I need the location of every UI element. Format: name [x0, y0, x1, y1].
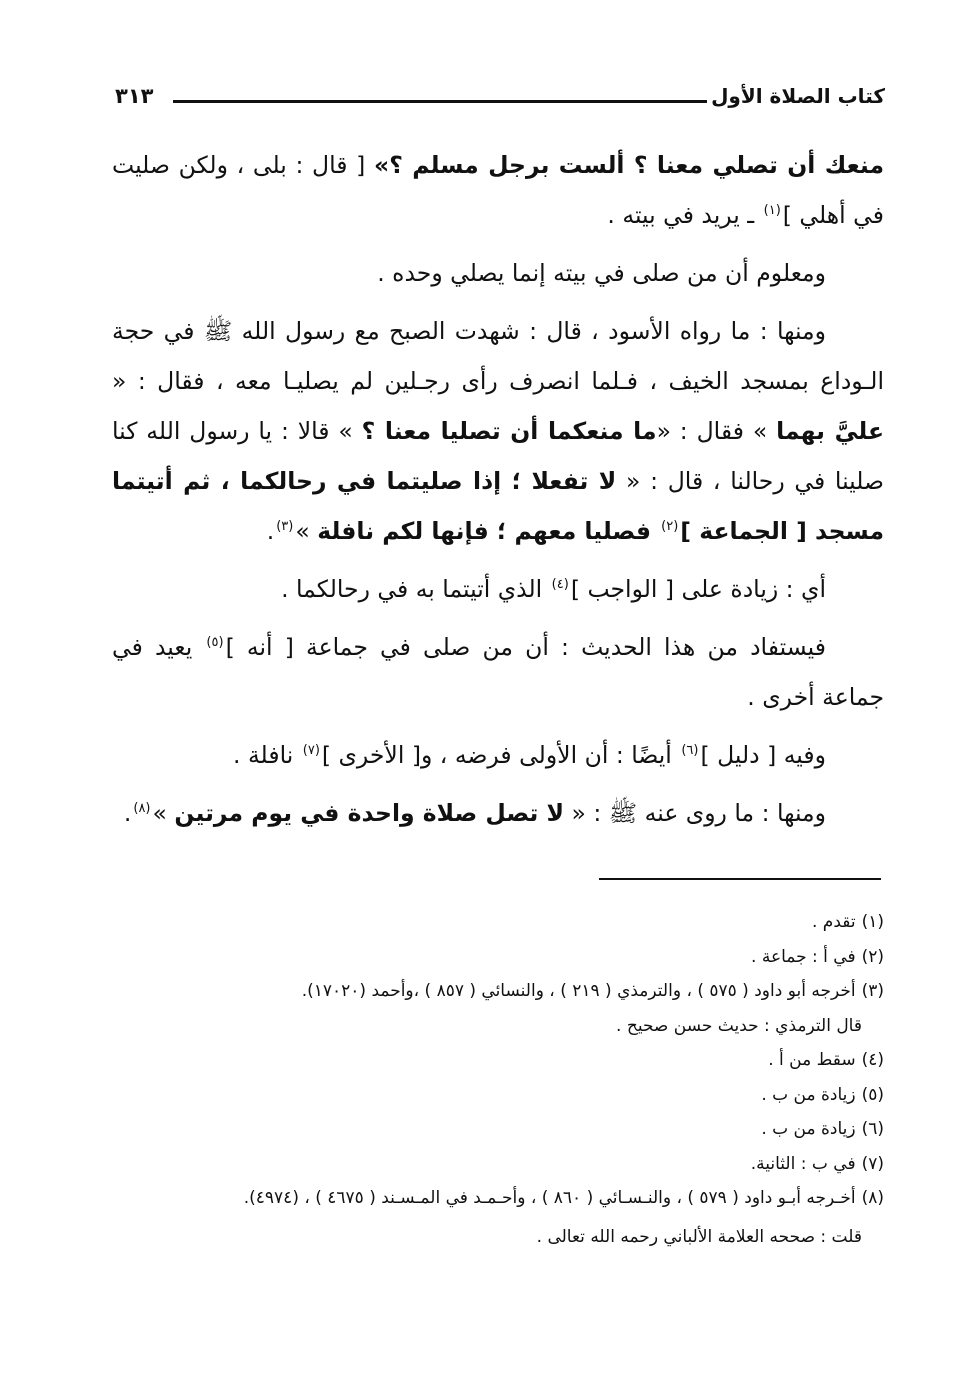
paragraph-text: ومنها : ما رواه الأسود ، قال : شهدت الصبح مع رسول الله ﷺ في حجة الـوداع بمسجد الخيف ، فـلما انصرف رأى رجـلين لم يصليـا معه ، فقال : «	[112, 317, 884, 395]
paragraph-text: » فقال : «	[656, 417, 777, 445]
footnote-8	[112, 1181, 884, 1216]
header-rule	[173, 100, 707, 103]
footnote-text: سقط من أ .	[768, 1050, 856, 1070]
hadith-quote: عليَّ بهما	[776, 417, 884, 445]
paragraph-6	[112, 730, 884, 780]
footnote-number: (٤)	[861, 1050, 884, 1070]
footnote-number: (١)	[861, 912, 884, 932]
footnote-7	[112, 1147, 884, 1182]
footnote-ref[interactable]: (١)	[763, 203, 781, 219]
footnote-text: أخرجه أبو داود ( ٥٧٥ ) ، والترمذي ( ٢١٩ ) ، والنسائي ( ٨٥٧ ) ،وأحمد (١٧٠٢٠).	[301, 981, 856, 1001]
paragraph-text: ومنها : ما روى عنه ﷺ : «	[564, 799, 826, 827]
footnote-text: زيادة من ب .	[761, 1084, 856, 1105]
paragraph-3	[112, 306, 884, 556]
footnote-ref[interactable]: (٨)	[133, 801, 151, 817]
footnote-text: أخـرجه أبـو داود ( ٥٧٩ ) ، والنـسـائي ( ٨٦٠ ) ، وأحـمـد في المـسـند ( ٤٦٧٥ ) ، (٤٩٧٤).	[243, 1188, 856, 1208]
footnote-8-comment: قلت : صححه العلامة الألباني رحمه الله تعالى .	[536, 1226, 862, 1247]
footnote-text: في أ : جماعة .	[751, 946, 856, 967]
footnote-separator	[599, 878, 881, 880]
running-title: كتاب الصلاة الأول	[711, 84, 885, 108]
footnote-number: (٣)	[861, 981, 884, 1001]
paragraph-text: ـ يريد في بيته .	[607, 201, 762, 229]
footnote-number: (٦)	[861, 1119, 884, 1139]
footnote-number: (٢)	[861, 946, 884, 967]
footnote-4	[112, 1043, 884, 1078]
paragraph-text: وفيه [ دليل ]	[700, 741, 826, 769]
paragraph-text: .	[266, 517, 275, 545]
paragraph-text: يعيد في جماعة أخرى .	[112, 633, 884, 711]
footnote-5	[112, 1078, 884, 1113]
footnote-2	[112, 940, 884, 975]
paragraph-4	[112, 564, 884, 614]
footnote-text: زيادة من ب .	[761, 1119, 856, 1139]
paragraph-text: أيضًا : أن الأولى فرضه ، و[ الأخرى ]	[321, 741, 680, 769]
paragraph-text: .	[123, 799, 132, 827]
paragraph-text: الذي أتيتما به في رحالكما .	[281, 575, 550, 603]
paragraph-5	[112, 622, 884, 722]
footnote-3	[112, 974, 884, 1009]
hadith-quote: لا تفعلا ؛ إذا صليتما في رحالكما ، ثم أتيتما مسجد [ الجماعة ]	[112, 467, 884, 545]
paragraph-text: نافلة .	[233, 741, 301, 769]
footnote-ref[interactable]: (٥)	[206, 635, 224, 651]
footnote-ref[interactable]: (٤)	[551, 577, 569, 593]
footnote-1	[112, 905, 884, 940]
paragraph-text: [ قال : بلى ، ولكن صليت في أهلي ]	[112, 151, 884, 229]
footnote-ref[interactable]: (٦)	[681, 743, 699, 759]
paragraph-text: » قالا : يا رسول الله كنا صلينا في رحالنا ، قال : «	[112, 417, 885, 495]
footnotes	[112, 905, 884, 1254]
hadith-quote: منعك أن تصلي معنا ؟ ألست برجل مسلم ؟»	[374, 151, 884, 179]
footnote-text: تقدم .	[811, 912, 856, 932]
footnote-number: (٥)	[861, 1084, 884, 1105]
paragraph-text: أي : زيادة على [ الواجب ]	[570, 575, 826, 603]
footnote-number: (٧)	[861, 1153, 884, 1174]
paragraph-text: فيستفاد من هذا الحديث : أن من صلى في جماعة [ أنه ]	[225, 633, 826, 661]
footnote-3-comment: قال الترمذي : حديث حسن صحيح .	[616, 1015, 862, 1036]
footnote-text: في ب : الثانية.	[750, 1153, 856, 1174]
paragraph-text: »	[295, 517, 318, 545]
page-header	[115, 78, 885, 118]
hadith-quote: لا تصل صلاة واحدة في يوم مرتين	[174, 799, 565, 827]
main-text	[112, 140, 884, 846]
paragraph-1	[112, 140, 884, 240]
footnote-ref[interactable]: (٧)	[302, 743, 320, 759]
paragraph-2: ومعلوم أن من صلى في بيته إنما يصلي وحده .	[377, 259, 826, 287]
footnote-number: (٨)	[861, 1188, 884, 1208]
page-number: ٣١٣	[115, 84, 154, 108]
footnote-ref[interactable]: (٢)	[661, 519, 679, 535]
footnote-6	[112, 1112, 884, 1147]
hadith-quote: فصليا معهم ؛ فإنها لكم نافلة	[317, 517, 660, 545]
hadith-quote: ما منعكما أن تصليا معنا ؟	[361, 417, 657, 445]
footnote-ref[interactable]: (٣)	[276, 519, 294, 535]
paragraph-text: »	[152, 799, 175, 827]
paragraph-7	[112, 788, 884, 838]
